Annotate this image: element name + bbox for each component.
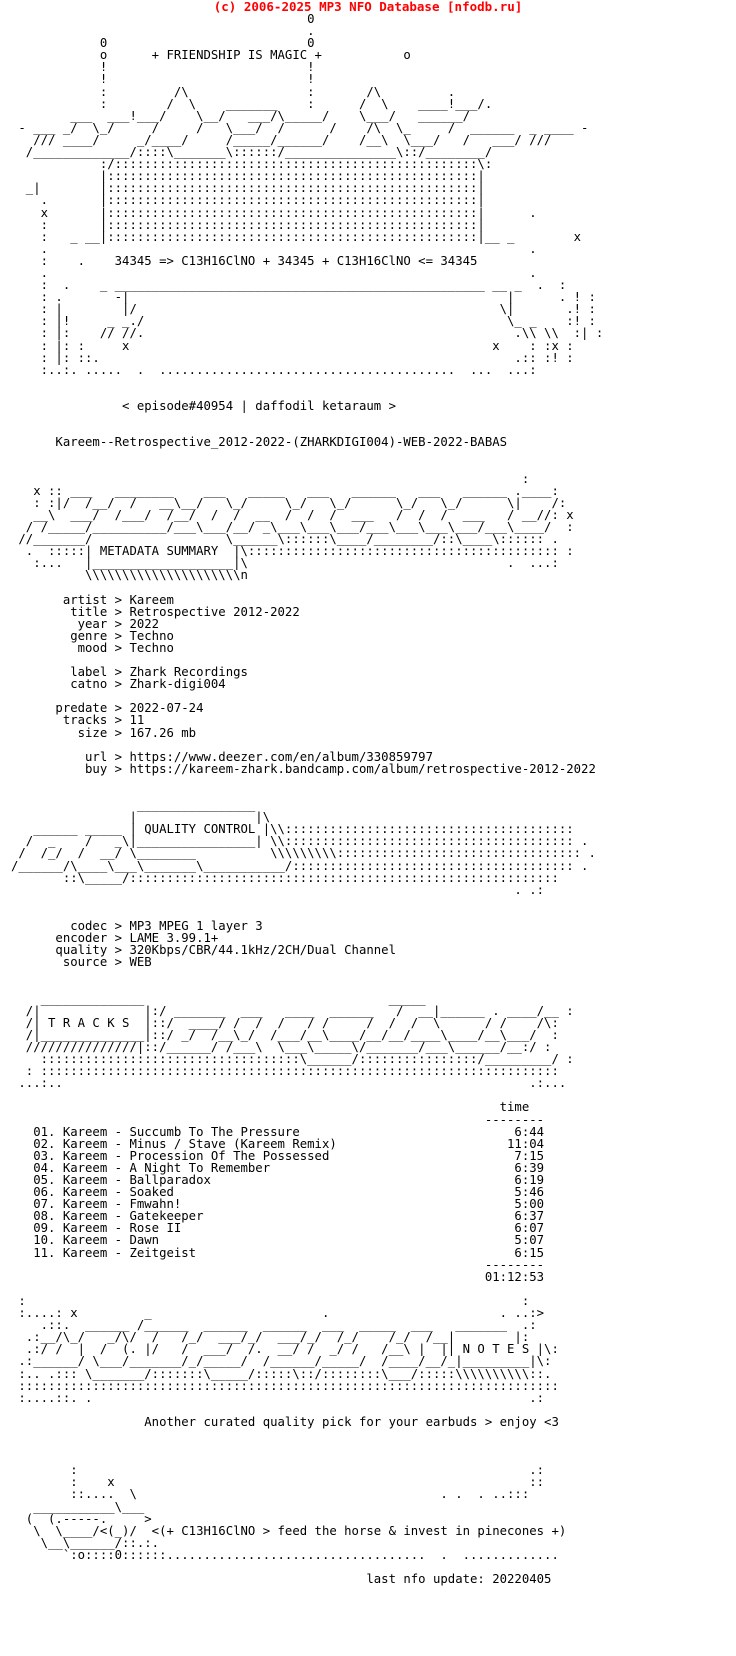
copyright-link[interactable]: (c) 2006-2025 MP3 NFO Database [nfodb.ru]: [213, 0, 523, 14]
nfo-ascii-art: 0 . 0 0 o + FRIENDSHIP IS MAGIC + o ! ! ! ! : /\ : /\ . : / \ _______ : / \ ____!___/. ___ ___!___/ \__/ ___/\_____/ \___/ ______/ - ___ _/ \_/ / / \___/ / / /\ \_ / ______ _ ____ - /// ____/ _/____/ /_____/______/ /__\ \___/ / ___/ /// /_____________/::::\_______\::::::/_______________\::/________/ :/:::::::::::::::::::::::::::::::::::::::::::::::::\: |::::::::::::::::::::::::::::::::::::::::::::::::::| _| |::::::::::::::::::::::::::::::::::::::::::::::::::| . |::::::::::::::::::::::::::::::::::::::::::::::::::| x |::::::::::::::::::::::::::::::::::::::::::::::::::| . : |::::::::::::::::::::::::::::::::::::::::::::::::::| : _ __|::::::::::::::::::::::::::::::::::::::::::::::::::|__ _ x . . : . 34345 => C13H16ClNO + 34345 + C13H16ClNO <= 34345 . . : . _ __________________________________________________ __ _ . : : . -| | . ! : : | |/ \| .! : : |! _ _./ \_ _ :! : : |: // //. .\\ \\ :| : : |: : x x : :x : : |: ::. .:: :! : :..:. ..... . ........................................ ... ...: < episode#40954 | daffodil ketaraum > Kareem--Retrospective_2012-2022-(ZHARKDIGI004)-WEB-2022-BABAS : x :: ___ ________ ___ _____ ___ ______ ___ ______ .____: : :|/ /__/ / __\__/ \_/ \_/ \_/ \_/ \_/ \| /: __\ ___/ /___/ /__/ / / __ / / / ___ / / / ___ / __//: x / /_____/__________/___\___/__/ _\___\___\___/___\___\___\___/___\____/ : //_______/ \______\::::::\____/________/::\____\:::::: . . :::::| METADATA SUMMARY |\:::::::::::::::::::::::::::::::::::::::::: : :... |___________________|\ . ...: \\\\\\\\\\\\\\\\\\\\\n artist > Kareem title > Retrospective 2012-2022 year > 2022 genre > Techno mood > Techno label > Zhark Recordings catno > Zhark-digi004 predate > 2022-07-24 tracks > 11 size > 167.26 mb url > https://www.deezer.com/en/album/330859797 buy > https://kareem-zhark.bandcamp.com/album/retrospective-2012-2022 ________________ | |\ ______ _____ | QUALITY CONTROL |\\::::::::::::::::::::::::::::::::::::::: / _ / _\|________________| \\::::::::::::::::::::::::::::::::::::::: . / /_/ / __/ \________ \\\\\\\\\::::::::::::::::::::::::::::::::: . /______/\____\___\_______\___________/:::::::::::::::::::::::::::::::::::::: . ::\_____/:::::::::::::::::::::::::::::::::::::::::::::::::::::::::: . .: codec > MP3 MPEG 1 layer 3 encoder > LAME 3.99.1+ quality > 320Kbps/CBR/44.1kHz/2CH/Dual Channel source > WEB ______________ _____ /| |:/ _______ ___ ____ ______ / __|______ . ____/__ : /| T R A C K S |::/ ____/ / / / / / / / / \ / / /\: /|______________|::/ _/ /__\_/ /___/__\____/__/__/____\____/__\___/ : ///////////////|::/______/ /___\ \___\_____\/_______/___\______/__:/ : :::::::::::::::::::::::::::::::::::\______/::::::::::::::::/_________/ : : :::::::::::::::::::::::::::::::::::::::::::::::::::::::::::::::::::::: ...:.. .:... time -------- 01. Kareem - Succumb To The Pressure 6:44 02. Kareem - Minus / Stave (Kareem Remix) 11:04 03. Kareem - Procession Of The Possessed 7:15 04. Kareem - A Night To Remember 6:39 05. Kareem - Ballparadox 6:19 06. Kareem - Soaked 5:46 07. Kareem - Fmwahn! 5:00 08. Kareem - Gatekeeper 6:37 09. Kareem - Rose II 6:07 10. Kareem - Dawn 5:07 11. Kareem - Zeitgeist 6:15 -------- 01:12:53 : : :....: x _ . . ..:> .::. ______ /______ ______ ______ ___ _____ ___ _______ .: .:__/\_/ _/\/ / /_/ ___/_/ ___/_/ /_/ /_/ /__| |: .:/ / | / (. |/ / ___/ /. __/ / _/ / /__\ | || N O T E S |\: .:______/ \___/_______/_/_____/ /______/_____/ /____/__/_|_________|\: :.. .::: \_______/:::::::\_____/:::::\::/::::::::\___/:::::\\\\\\\\\\::. ::::::::::::::::::::::::::::::::::::::::::::::::::::::::::::::::::::::::: :....::. . .: Another curated quality pick for your earbuds > enjoy <3 : .: : x :: ::.... \ . . . ..::: ___________\___ ( (.-----. > \ \____/<(_)/ <(+ C13H16ClNO > feed the horse & invest in pinecones +) \__\______/::.:. `:o::::0::::::................................... . ............. last nfo update: 20220405: [11, 12, 604, 1587]
